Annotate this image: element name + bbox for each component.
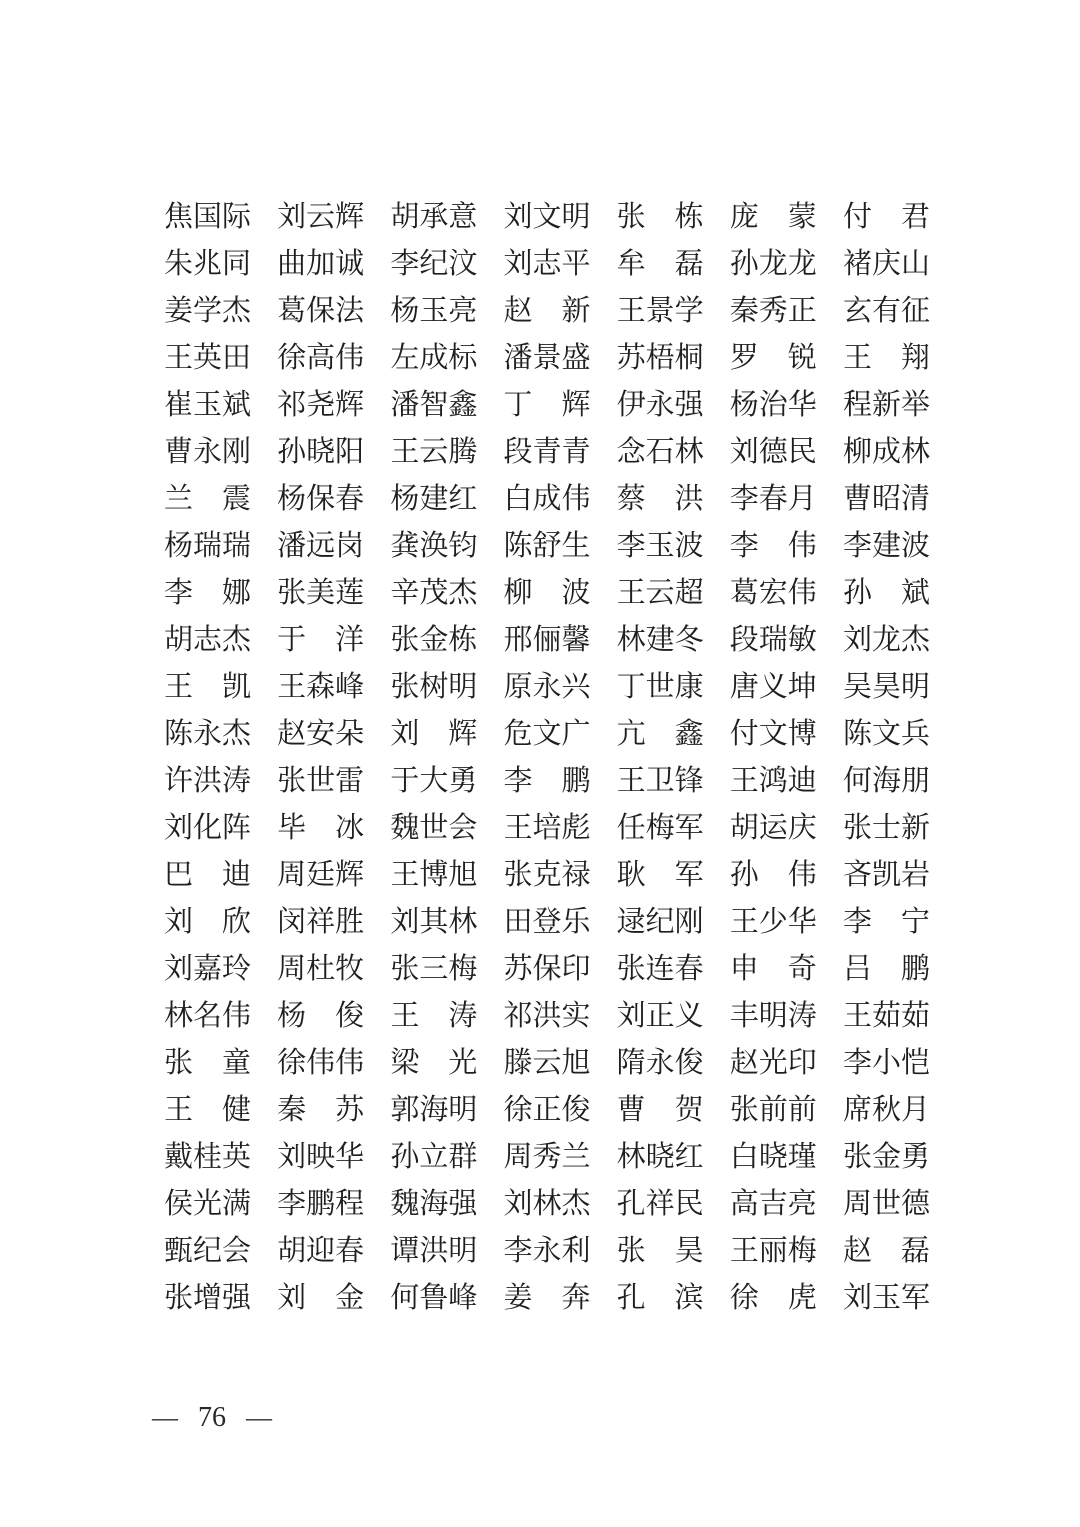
name-cell: 隋永俊 <box>616 1047 704 1079</box>
name-cell: 林名伟 <box>164 1000 252 1032</box>
name-cell: 程新举 <box>842 389 930 421</box>
name-row <box>164 1002 930 1031</box>
name-cell: 玄有征 <box>842 295 930 327</box>
name-row <box>164 720 930 749</box>
name-cell: 徐正俊 <box>503 1094 591 1126</box>
name-cell: 张树明 <box>390 671 478 703</box>
name-cell: 周世德 <box>842 1188 930 1220</box>
name-cell: 葛宏伟 <box>729 577 817 609</box>
name-cell: 潘远岗 <box>277 530 365 562</box>
name-row <box>164 391 930 420</box>
name-row <box>164 861 930 890</box>
name-cell: 姜奔 <box>503 1282 591 1314</box>
name-cell: 刘嘉玲 <box>164 953 252 985</box>
name-cell: 侯光满 <box>164 1188 252 1220</box>
name-cell: 刘辉 <box>390 718 478 750</box>
name-cell: 申奇 <box>729 953 817 985</box>
name-row <box>164 955 930 984</box>
name-cell: 甄纪会 <box>164 1235 252 1267</box>
name-cell: 胡迎春 <box>277 1235 365 1267</box>
name-cell: 龚涣钧 <box>390 530 478 562</box>
name-cell: 念石林 <box>616 436 704 468</box>
name-cell: 祁尧辉 <box>277 389 365 421</box>
name-cell: 伊永强 <box>616 389 704 421</box>
name-cell: 谭洪明 <box>390 1235 478 1267</box>
name-cell: 危文广 <box>503 718 591 750</box>
name-cell: 祁洪实 <box>503 1000 591 1032</box>
name-cell: 张金栋 <box>390 624 478 656</box>
name-cell: 刘其林 <box>390 906 478 938</box>
name-row <box>164 250 930 279</box>
name-cell: 白成伟 <box>503 483 591 515</box>
name-cell: 李小恺 <box>842 1047 930 1079</box>
name-cell: 潘智鑫 <box>390 389 478 421</box>
name-cell: 张前前 <box>729 1094 817 1126</box>
name-row <box>164 767 930 796</box>
name-cell: 王景学 <box>616 295 704 327</box>
name-cell: 王卫锋 <box>616 765 704 797</box>
footer-left-dash: — <box>152 1403 178 1432</box>
name-cell: 吝凯岩 <box>842 859 930 891</box>
name-cell: 曹贺 <box>616 1094 704 1126</box>
name-cell: 滕云旭 <box>503 1047 591 1079</box>
name-cell: 刘玉军 <box>842 1282 930 1314</box>
name-cell: 李建波 <box>842 530 930 562</box>
name-cell: 刘龙杰 <box>842 624 930 656</box>
name-cell: 胡运庆 <box>729 812 817 844</box>
name-cell: 何鲁峰 <box>390 1282 478 1314</box>
name-cell: 王茹茹 <box>842 1000 930 1032</box>
page-number: 76 <box>198 1402 226 1433</box>
name-row <box>164 579 930 608</box>
name-cell: 王培彪 <box>503 812 591 844</box>
name-cell: 刘志平 <box>503 248 591 280</box>
name-cell: 王丽梅 <box>729 1235 817 1267</box>
name-cell: 曲加诚 <box>277 248 365 280</box>
name-cell: 任梅军 <box>616 812 704 844</box>
name-cell: 孙立群 <box>390 1141 478 1173</box>
name-cell: 朱兆同 <box>164 248 252 280</box>
name-row <box>164 1237 930 1266</box>
name-cell: 魏世会 <box>390 812 478 844</box>
name-cell: 褚庆山 <box>842 248 930 280</box>
name-cell: 林晓红 <box>616 1141 704 1173</box>
name-cell: 曹昭清 <box>842 483 930 515</box>
name-row <box>164 814 930 843</box>
name-cell: 张连春 <box>616 953 704 985</box>
name-cell: 杨治华 <box>729 389 817 421</box>
name-cell: 高吉亮 <box>729 1188 817 1220</box>
name-cell: 张金勇 <box>842 1141 930 1173</box>
name-row <box>164 438 930 467</box>
name-cell: 耿军 <box>616 859 704 891</box>
name-cell: 吕鹏 <box>842 953 930 985</box>
name-row <box>164 1049 930 1078</box>
name-cell: 段青青 <box>503 436 591 468</box>
name-cell: 吴昊明 <box>842 671 930 703</box>
name-list <box>164 203 930 1313</box>
name-cell: 赵新 <box>503 295 591 327</box>
name-cell: 魏海强 <box>390 1188 478 1220</box>
name-row <box>164 532 930 561</box>
name-row <box>164 344 930 373</box>
name-cell: 刘德民 <box>729 436 817 468</box>
name-cell: 王翔 <box>842 342 930 374</box>
name-cell: 王云腾 <box>390 436 478 468</box>
name-cell: 刘林杰 <box>503 1188 591 1220</box>
name-cell: 柳成林 <box>842 436 930 468</box>
name-cell: 付君 <box>842 201 930 233</box>
name-cell: 孔祥民 <box>616 1188 704 1220</box>
name-cell: 于大勇 <box>390 765 478 797</box>
name-cell: 胡志杰 <box>164 624 252 656</box>
name-row <box>164 673 930 702</box>
name-cell: 唐义坤 <box>729 671 817 703</box>
name-cell: 毕冰 <box>277 812 365 844</box>
name-cell: 席秋月 <box>842 1094 930 1126</box>
name-cell: 李娜 <box>164 577 251 609</box>
name-cell: 王健 <box>164 1094 251 1126</box>
name-cell: 田登乐 <box>503 906 591 938</box>
name-row <box>164 297 930 326</box>
name-cell: 闵祥胜 <box>277 906 365 938</box>
name-cell: 王云超 <box>616 577 704 609</box>
name-cell: 刘映华 <box>277 1141 365 1173</box>
name-cell: 左成标 <box>390 342 478 374</box>
name-cell: 徐高伟 <box>277 342 365 374</box>
name-row <box>164 908 930 937</box>
name-cell: 戴桂英 <box>164 1141 252 1173</box>
name-cell: 潘景盛 <box>503 342 591 374</box>
name-cell: 周廷辉 <box>277 859 365 891</box>
name-cell: 柳波 <box>503 577 591 609</box>
name-cell: 张世雷 <box>277 765 365 797</box>
name-row <box>164 626 930 655</box>
name-cell: 曹永刚 <box>164 436 252 468</box>
name-cell: 秦苏 <box>277 1094 365 1126</box>
name-cell: 王少华 <box>729 906 817 938</box>
name-cell: 徐虎 <box>729 1282 817 1314</box>
name-cell: 葛保法 <box>277 295 365 327</box>
name-cell: 丁辉 <box>503 389 591 421</box>
name-cell: 张昊 <box>616 1235 704 1267</box>
name-cell: 蔡洪 <box>616 483 704 515</box>
name-cell: 兰震 <box>164 483 251 515</box>
name-cell: 刘金 <box>277 1282 365 1314</box>
name-row <box>164 1190 930 1219</box>
name-cell: 张三梅 <box>390 953 478 985</box>
footer-right-dash: — <box>246 1403 272 1432</box>
name-cell: 孙龙龙 <box>729 248 817 280</box>
name-cell: 刘欣 <box>164 906 251 938</box>
name-cell: 李春月 <box>729 483 817 515</box>
name-cell: 刘文明 <box>503 201 591 233</box>
name-cell: 何海朋 <box>842 765 930 797</box>
name-cell: 苏梧桐 <box>616 342 704 374</box>
name-cell: 周杜牧 <box>277 953 365 985</box>
name-cell: 巴迪 <box>164 859 251 891</box>
name-cell: 杨瑞瑞 <box>164 530 252 562</box>
name-cell: 杨俊 <box>277 1000 365 1032</box>
name-cell: 王博旭 <box>390 859 478 891</box>
name-cell: 原永兴 <box>503 671 591 703</box>
name-cell: 李鹏程 <box>277 1188 365 1220</box>
name-cell: 孔滨 <box>616 1282 704 1314</box>
name-cell: 张栋 <box>616 201 704 233</box>
name-cell: 王涛 <box>390 1000 478 1032</box>
name-cell: 赵安朵 <box>277 718 365 750</box>
name-cell: 杨建红 <box>390 483 478 515</box>
name-cell: 郭海明 <box>390 1094 478 1126</box>
name-row <box>164 1143 930 1172</box>
name-cell: 林建冬 <box>616 624 704 656</box>
name-cell: 张克禄 <box>503 859 591 891</box>
name-cell: 姜学杰 <box>164 295 252 327</box>
name-cell: 李纪汶 <box>390 248 478 280</box>
name-cell: 庞蒙 <box>729 201 817 233</box>
name-cell: 付文博 <box>729 718 817 750</box>
name-cell: 张增强 <box>164 1282 252 1314</box>
name-cell: 许洪涛 <box>164 765 252 797</box>
name-cell: 李玉波 <box>616 530 704 562</box>
name-cell: 丁世康 <box>616 671 704 703</box>
name-cell: 孙斌 <box>842 577 930 609</box>
name-cell: 张美莲 <box>277 577 365 609</box>
name-cell: 王森峰 <box>277 671 365 703</box>
name-cell: 孙晓阳 <box>277 436 365 468</box>
name-cell: 焦国际 <box>164 201 252 233</box>
name-cell: 逯纪刚 <box>616 906 704 938</box>
name-cell: 李鹏 <box>503 765 591 797</box>
name-cell: 梁光 <box>390 1047 478 1079</box>
name-cell: 于洋 <box>277 624 365 656</box>
name-cell: 杨保春 <box>277 483 365 515</box>
name-cell: 赵磊 <box>842 1235 930 1267</box>
name-cell: 丰明涛 <box>729 1000 817 1032</box>
name-cell: 李宁 <box>842 906 930 938</box>
name-cell: 刘正义 <box>616 1000 704 1032</box>
name-cell: 周秀兰 <box>503 1141 591 1173</box>
name-row <box>164 485 930 514</box>
name-cell: 赵光印 <box>729 1047 817 1079</box>
page-number-footer <box>152 1402 272 1434</box>
name-cell: 张士新 <box>842 812 930 844</box>
name-cell: 秦秀正 <box>729 295 817 327</box>
name-cell: 杨玉亮 <box>390 295 478 327</box>
name-cell: 白晓瑾 <box>729 1141 817 1173</box>
name-cell: 陈舒生 <box>503 530 591 562</box>
name-cell: 胡承意 <box>390 201 478 233</box>
name-cell: 王鸿迪 <box>729 765 817 797</box>
name-cell: 李永利 <box>503 1235 591 1267</box>
name-cell: 亢鑫 <box>616 718 704 750</box>
name-cell: 辛茂杰 <box>390 577 478 609</box>
name-cell: 段瑞敏 <box>729 624 817 656</box>
name-cell: 苏保印 <box>503 953 591 985</box>
name-cell: 陈永杰 <box>164 718 252 750</box>
name-row <box>164 1096 930 1125</box>
name-row <box>164 1284 930 1313</box>
name-cell: 王凯 <box>164 671 251 703</box>
name-row <box>164 203 930 232</box>
name-cell: 孙伟 <box>729 859 817 891</box>
name-cell: 罗锐 <box>729 342 817 374</box>
name-cell: 李伟 <box>729 530 817 562</box>
name-cell: 牟磊 <box>616 248 704 280</box>
name-cell: 刘云辉 <box>277 201 365 233</box>
name-cell: 邢俪馨 <box>503 624 591 656</box>
name-cell: 陈文兵 <box>842 718 930 750</box>
name-cell: 刘化阵 <box>164 812 252 844</box>
name-cell: 徐伟伟 <box>277 1047 365 1079</box>
name-cell: 崔玉斌 <box>164 389 252 421</box>
name-cell: 王英田 <box>164 342 252 374</box>
name-cell: 张童 <box>164 1047 251 1079</box>
